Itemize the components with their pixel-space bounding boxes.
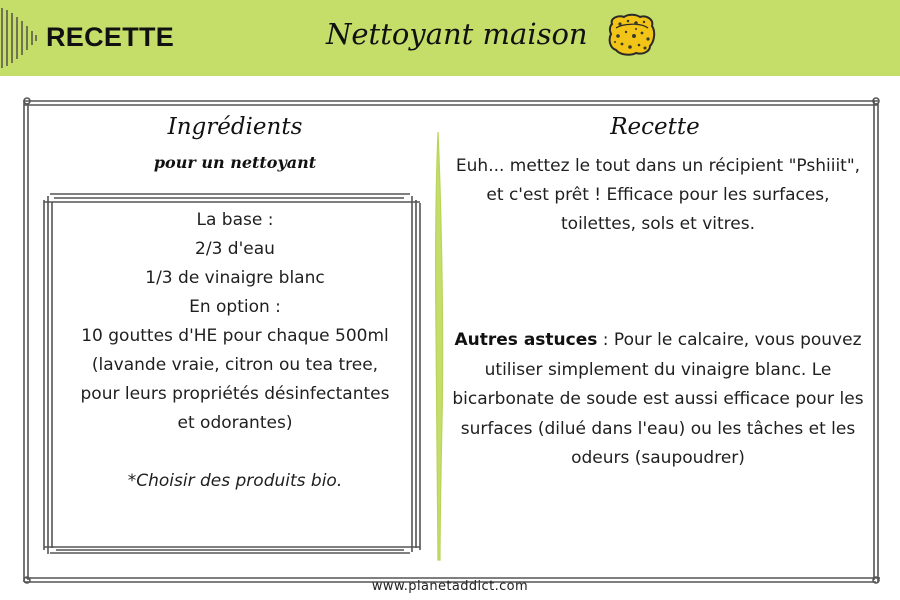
footer-url: www.planetaddict.com: [371, 579, 529, 594]
header-label: RECETTE: [46, 22, 175, 52]
ingredient-line: 1/3 de vinaigre blanc: [145, 268, 325, 288]
ingredient-line: En option :: [189, 297, 281, 317]
ingredient-line: et odorantes): [177, 413, 293, 433]
tips-paragraph: [452, 326, 864, 474]
ingredient-line: (lavande vraie, citron ou tea tree,: [91, 355, 379, 375]
ingredients-box: [56, 206, 414, 496]
ingredient-line: La base :: [196, 210, 274, 230]
organic-note: *Choisir des produits bio.: [127, 471, 343, 491]
tips-label: Autres astuces: [454, 330, 598, 350]
ingredient-spacer: [56, 438, 414, 467]
tips-body: : Pour le calcaire, vous pouvez utiliser simplement du vinaigre blanc. Le bicarbonate de soude est aussi efficace pour les surfaces (dilué dans l'eau) ou les tâches et les odeurs (saupoudrer): [452, 330, 864, 468]
page-title: Nettoyant maison: [326, 17, 588, 51]
recipe-instructions: Euh... mettez le tout dans un récipient "Pshiiit", et c'est prêt ! Efficace pour les surfaces, toilettes, sols et vitres.: [455, 156, 861, 234]
ingredient-line: 2/3 d'eau: [195, 239, 275, 259]
ingredient-line: pour leurs propriétés désinfectantes: [80, 384, 390, 404]
ingredients-heading: Ingrédients: [167, 114, 303, 140]
recipe-heading: Recette: [610, 114, 700, 140]
ingredients-subheading: pour un nettoyant: [153, 153, 317, 172]
ingredient-line: 10 gouttes d'HE pour chaque 500ml: [81, 326, 389, 346]
